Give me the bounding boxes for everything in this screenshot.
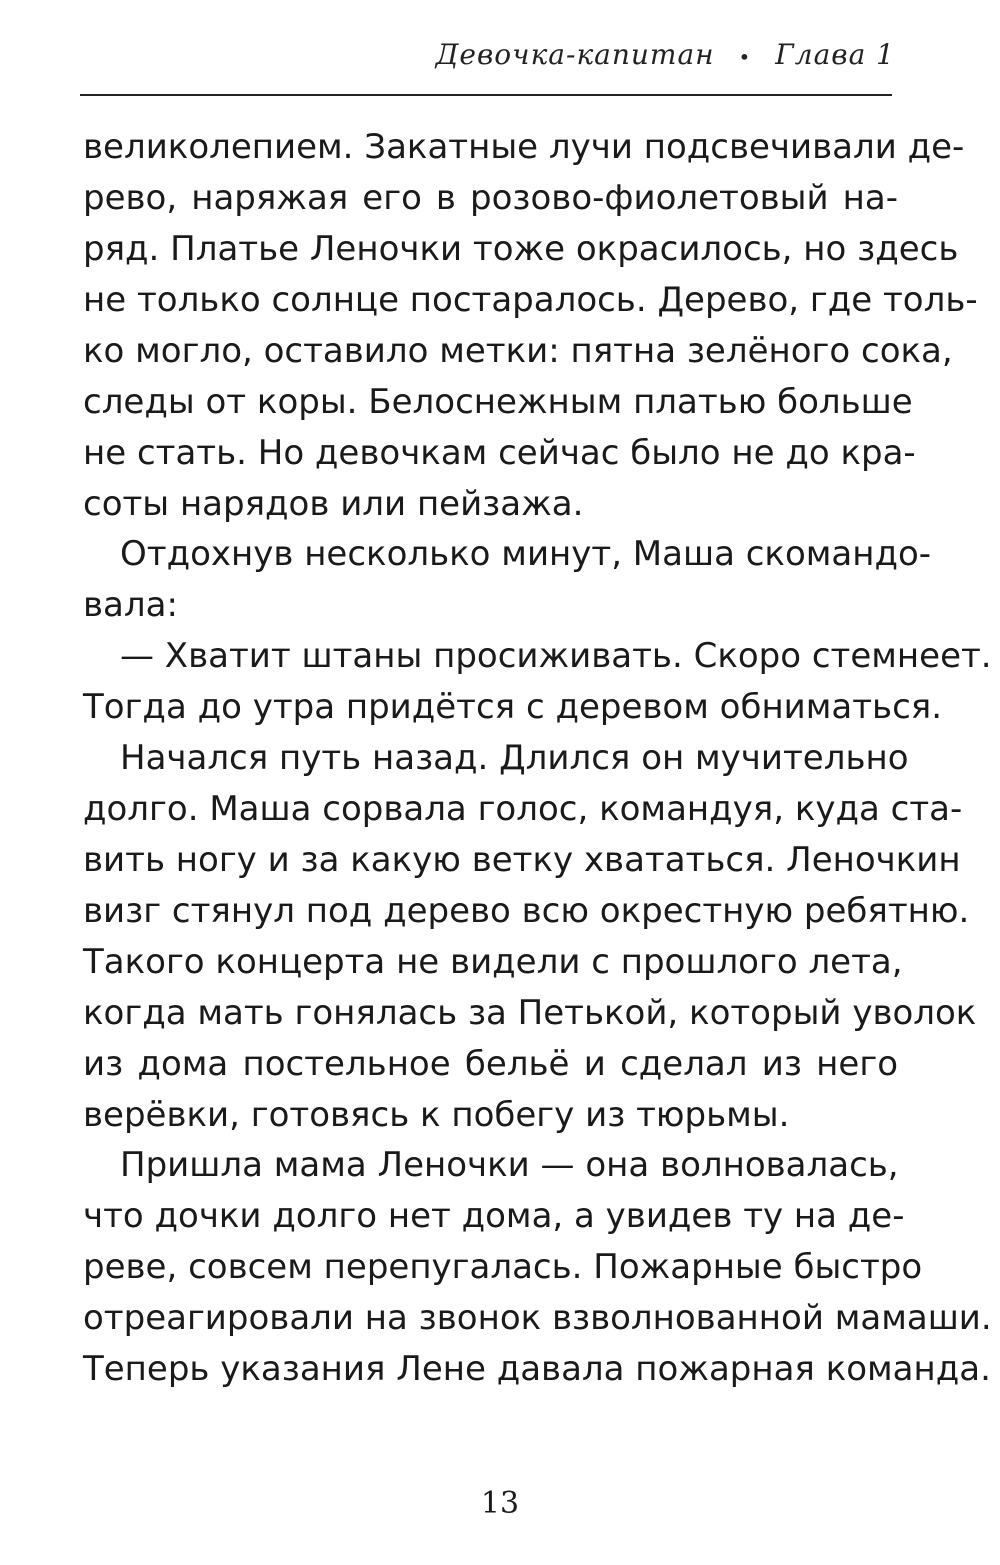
text-line: Начался путь назад. Длился он мучительно — [120, 738, 909, 778]
text-line: долго. Маша сорвала голос, командуя, куда ста- — [83, 789, 963, 829]
text-line: когда мать гонялась за Петькой, который уволок — [83, 993, 977, 1033]
text-line: не стать. Но девочкам сейчас было не до кра- — [83, 433, 916, 473]
text-line: рево, наряжая его в розово-фиолетовый на- — [83, 178, 898, 218]
text-line: Тогда до утра придётся с деревом обниматься. — [83, 687, 943, 727]
text-line: — Хватит штаны просиживать. Скоро стемнеет. — [120, 636, 992, 676]
text-line: Пришла мама Леночки — она волновалась, — [120, 1145, 899, 1185]
text-line: Отдохнув несколько минут, Маша скомандо- — [120, 534, 932, 574]
text-line: реве, совсем перепугалась. Пожарные быстро — [83, 1247, 923, 1287]
text-line: великолепием. Закатные лучи подсвечивали де- — [83, 127, 965, 167]
header-rule — [80, 94, 892, 96]
header-separator: • — [738, 44, 752, 69]
text-line: из дома постельное бельё и сделал из него — [83, 1044, 898, 1084]
text-line: вала: — [83, 585, 178, 625]
text-line: верёвки, готовясь к побегу из тюрьмы. — [83, 1095, 790, 1135]
page-number: 13 — [480, 1486, 520, 1521]
running-header — [436, 38, 895, 71]
text-line: отреагировали на звонок взволнованной мамаши. — [83, 1298, 992, 1338]
text-line: визг стянул под дерево всю окрестную ребятню. — [83, 891, 970, 931]
book-title: Девочка-капитан — [435, 38, 715, 71]
text-line: вить ногу и за какую ветку хвататься. Леночкин — [83, 840, 961, 880]
text-line: следы от коры. Белоснежным платью больше — [83, 382, 913, 422]
text-line: не только солнце постаралось. Дерево, где толь- — [83, 280, 978, 320]
text-line: ряд. Платье Леночки тоже окрасилось, но здесь — [83, 229, 959, 269]
text-line: Теперь указания Лене давала пожарная команда. — [83, 1349, 991, 1389]
text-line: Такого концерта не видели с прошлого лета, — [83, 942, 903, 982]
text-line: ко могло, оставило метки: пятна зелёного сока, — [83, 331, 953, 371]
text-line: что дочки долго нет дома, а увидев ту на де- — [83, 1196, 905, 1236]
chapter-label: Глава 1 — [775, 38, 895, 71]
text-line: соты нарядов или пейзажа. — [83, 484, 584, 524]
